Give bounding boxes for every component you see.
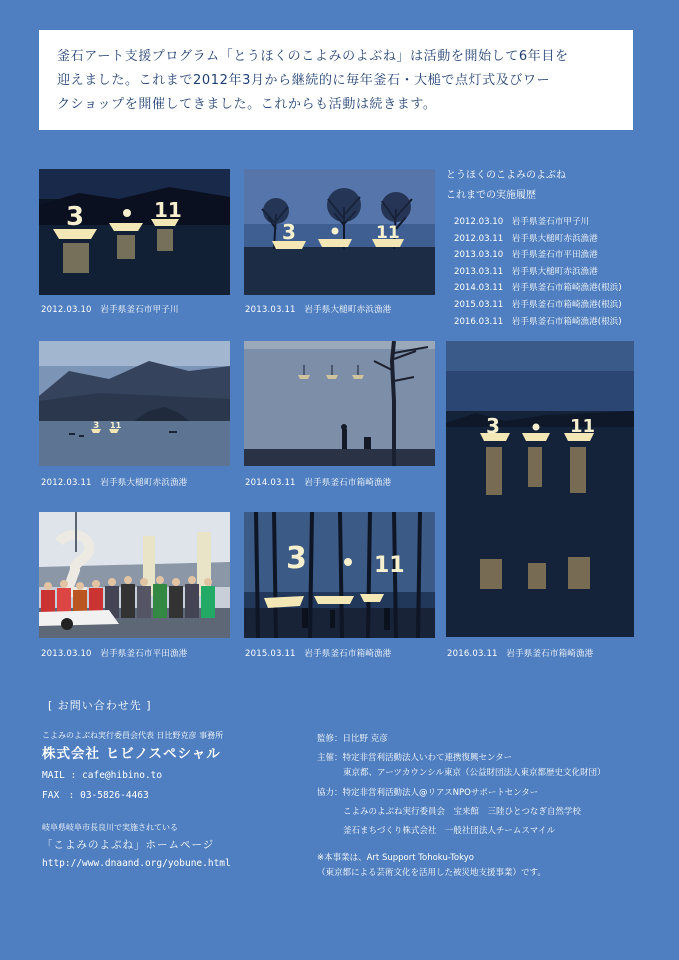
credit-cooperation-3: 釜石まちづくり株式会社 一般社団法人チームスマイル — [343, 826, 556, 837]
contact-fax: FAX : 03-5826-4463 — [42, 790, 149, 801]
caption-photo-4: 2014.03.11 岩手県釜石市箱崎漁港 — [245, 478, 392, 488]
photo-2012-kasshi — [39, 169, 230, 295]
boat-label-three: 3 — [93, 421, 100, 431]
photo-2012-akahama — [39, 341, 230, 466]
caption-photo-5: 2013.03.10 岩手県釜石市平田漁港 — [41, 649, 188, 659]
credits — [317, 732, 657, 882]
photo-2015-hakozaki — [244, 512, 435, 638]
boat-label-three: 3 — [282, 220, 296, 244]
history-item: 2015.03.11 岩手県釜石市箱崎漁港(根浜) — [454, 299, 622, 310]
held-note: 岐阜県岐阜市長良川で実施されている — [42, 823, 178, 832]
intro-line-1: 釜石アート支援プログラム「とうほくのこよみのよぶね」は活動を開始して6年目を — [57, 49, 569, 64]
contact-heading: [ お問い合わせ先 ] — [48, 699, 152, 712]
credit-note-2: （東京都による芸術文化を活用した被災地支援事業）です。 — [317, 868, 546, 879]
boat-label-three: 3 — [486, 414, 500, 438]
boat-label-eleven: 11 — [570, 416, 596, 437]
homepage-title: 「こよみのよぶね」ホームページ — [42, 839, 215, 851]
photo-2014-hakozaki — [244, 341, 435, 466]
boat-label-three: 3 — [286, 541, 307, 576]
boat-label-eleven: 11 — [374, 553, 405, 578]
boat-label-eleven: 11 — [154, 198, 182, 222]
credit-host: 主催：特定非営利活動法人いわて連携復興センター — [317, 753, 513, 764]
photo-2013-heita — [39, 512, 230, 638]
contact-mail[interactable]: MAIL : cafe@hibino.to — [42, 770, 163, 781]
history-item: 2012.03.11 岩手県大槌町赤浜漁港 — [454, 233, 598, 244]
caption-photo-6: 2015.03.11 岩手県釜石市箱崎漁港 — [245, 649, 392, 659]
credit-cooperation-2: こよみのよぶね実行委員会 宝来館 三陸ひとつなぎ自然学校 — [343, 806, 581, 817]
photo-2013-akahama — [244, 169, 435, 295]
history-item: 2013.03.10 岩手県釜石市平田漁港 — [454, 250, 598, 261]
credit-host-2: 東京都、アーツカウンシル東京（公益財団法人東京都歴史文化財団） — [343, 768, 606, 779]
caption-photo-3: 2012.03.11 岩手県大槌町赤浜漁港 — [41, 478, 188, 488]
contact-info — [42, 730, 302, 874]
history-subtitle: これまでの実施履歴 — [446, 190, 536, 201]
history-title: とうほくのこよみのよぶね — [446, 170, 566, 181]
credit-supervision: 監修：日比野 克彦 — [317, 734, 388, 744]
credit-note: ※本事業は、Art Support Tohoku-Tokyo — [317, 853, 474, 864]
photo-2016-hakozaki — [446, 341, 634, 637]
contact-representative: こよみのよぶね実行委員会代表 日比野克彦 事務所 — [42, 731, 224, 740]
boat-label-eleven: 11 — [110, 421, 122, 430]
company-name: 株式会社 ヒビノスペシャル — [42, 746, 221, 762]
homepage-url[interactable]: http://www.dnaand.org/yobune.html — [42, 858, 231, 869]
intro-box — [39, 30, 633, 130]
intro-line-2: 迎えました。これまで2012年3月から継続的に毎年釜石・大槌で点灯式及びワー — [57, 73, 551, 88]
history-list — [446, 168, 646, 330]
intro-line-3: クショップを開催してきました。これからも活動は続きます。 — [57, 97, 437, 112]
boat-label-eleven: 11 — [376, 223, 400, 243]
caption-photo-1: 2012.03.10 岩手県釜石市甲子川 — [41, 305, 179, 315]
caption-photo-2: 2013.03.11 岩手県大槌町赤浜漁港 — [245, 305, 392, 315]
caption-photo-7: 2016.03.11 岩手県釜石市箱崎漁港 — [447, 649, 594, 659]
history-item: 2012.03.10 岩手県釜石市甲子川 — [454, 217, 590, 227]
credit-cooperation: 協力：特定非営利活動法人@リアスNPOサポートセンター — [317, 787, 539, 798]
history-item: 2016.03.11 岩手県釜石市箱崎漁港(根浜) — [454, 316, 622, 327]
history-item: 2014.03.11 岩手県釜石市箱崎漁港(根浜) — [454, 283, 622, 294]
history-item: 2013.03.11 岩手県大槌町赤浜漁港 — [454, 266, 598, 277]
boat-label-three: 3 — [66, 202, 85, 232]
